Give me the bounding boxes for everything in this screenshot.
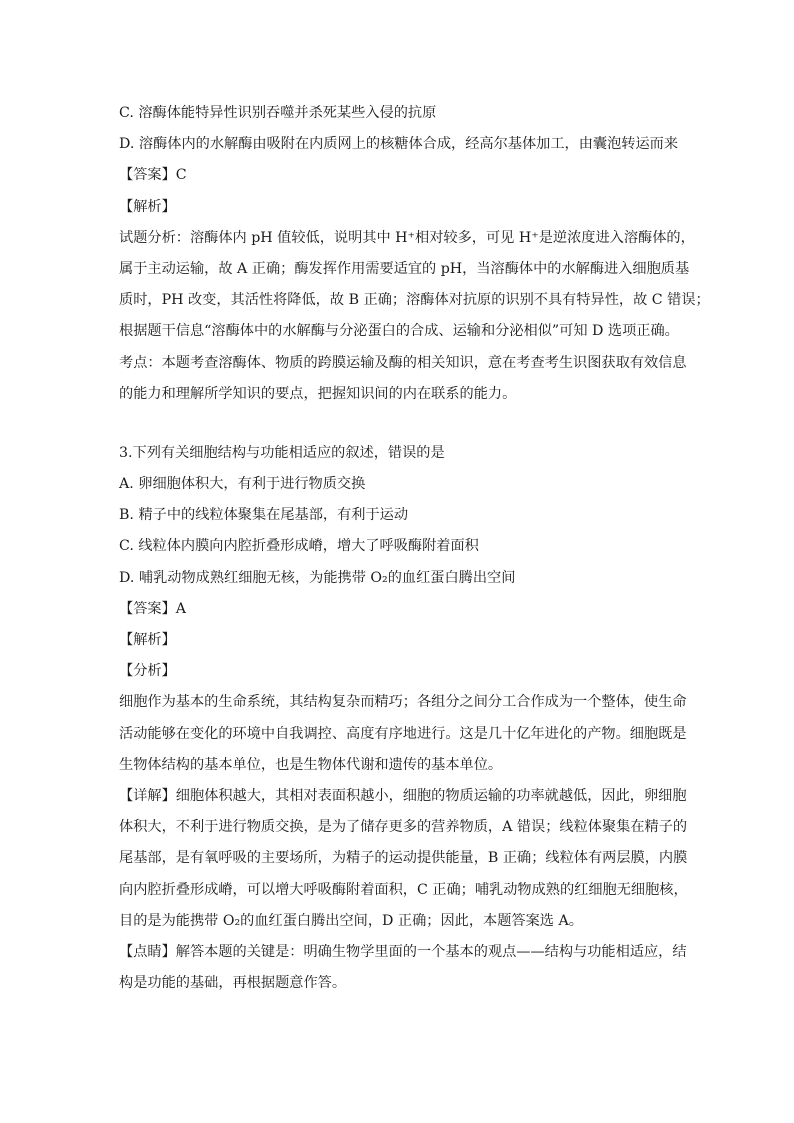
q2-analysis-line: 属于主动运输，故 A 正确；酶发挥作用需要适宜的 pH，当溶酶体中的水解酶进入细胞质基 — [119, 260, 690, 277]
q2-kaodian-line: 考点：本题考查溶酶体、物质的跨膜运输及酶的相关知识，意在考查考生识图获取有效信息 — [119, 354, 687, 371]
q3-xiangjie-line: 体积大，不利于进行物质交换，是为了储存更多的营养物质，A 错误；线粒体聚集在精子的 — [119, 819, 688, 836]
q3-option-c: C. 线粒体内膜向内腔折叠形成嵴，增大了呼吸酶附着面积 — [119, 538, 479, 555]
q2-option-d: D. 溶酶体内的水解酶由吸附在内质网上的核糖体合成，经高尔基体加工，由囊泡转运而来 — [119, 136, 679, 153]
q3-option-d: D. 哺乳动物成熟红细胞无核，为能携带 O₂的血红蛋白腾出空间 — [119, 569, 516, 586]
q3-option-a: A. 卵细胞体积大，有利于进行物质交换 — [119, 476, 366, 493]
q2-answer: 【答案】C — [119, 167, 187, 184]
section-gap — [119, 410, 679, 438]
q3-stem: 3.下列有关细胞结构与功能相适应的叙述，错误的是 — [119, 444, 445, 461]
q3-xiangjie-line: 尾基部，是有氧呼吸的主要场所，为精子的运动提供能量，B 正确；线粒体有两层膜，内膜 — [119, 850, 688, 867]
q2-kaodian-line: 的能力和理解所学知识的要点，把握知识间的内在联系的能力。 — [119, 385, 517, 402]
q3-fenxi-line: 细胞作为基本的生命系统，其结构复杂而精巧；各组分之间分工合作成为一个整体，使生命 — [119, 694, 687, 711]
q3-option-b: B. 精子中的线粒体聚集在尾基部，有利于运动 — [119, 507, 409, 524]
q3-fenxi-heading: 【分析】 — [119, 663, 176, 680]
q2-analysis-heading: 【解析】 — [119, 198, 176, 215]
q2-analysis-line: 质时，PH 改变，其活性将降低，故 B 正确；溶酶体对抗原的识别不具有特异性，故 C 错误； — [119, 292, 710, 309]
q2-analysis-line: 试题分析：溶酶体内 pH 值较低，说明其中 H⁺相对较多，可见 H⁺是逆浓度进入溶酶体的， — [119, 229, 695, 246]
q2-option-c: C. 溶酶体能特异性识别吞噬并杀死某些入侵的抗原 — [119, 105, 437, 121]
q3-xiangjie-line: 向内腔折叠形成嵴，可以增大呼吸酶附着面积，C 正确；哺乳动物成熟的红细胞无细胞核， — [119, 881, 688, 898]
q3-fenxi-line: 活动能够在变化的环境中自我调控、高度有序地进行。这是几十亿年进化的产物。细胞既是 — [119, 725, 687, 742]
document-page — [119, 98, 710, 999]
q3-xiangjie-line: 目的是为能携带 O₂的血红蛋白腾出空间，D 正确；因此，本题答案选 A。 — [119, 912, 583, 929]
q3-analysis-heading: 【解析】 — [119, 632, 176, 648]
q3-dianjing-line: 构是功能的基础，再根据题意作答。 — [119, 975, 347, 992]
q3-answer: 【答案】A — [119, 600, 186, 617]
q3-xiangjie-line: 【详解】细胞体积越大，其相对表面积越小，细胞的物质运输的功率就越低，因此，卵细胞 — [119, 787, 687, 804]
q3-fenxi-line: 生物体结构的基本单位，也是生物体代谢和遗传的基本单位。 — [119, 756, 503, 773]
q2-analysis-line: 根据题干信息“溶酶体中的水解酶与分泌蛋白的合成、运输和分泌相似”可知 D 选项正确。 — [119, 323, 679, 340]
q3-dianjing-line: 【点睛】解答本题的关键是：明确生物学里面的一个基本的观点——结构与功能相适应，结 — [119, 943, 687, 960]
